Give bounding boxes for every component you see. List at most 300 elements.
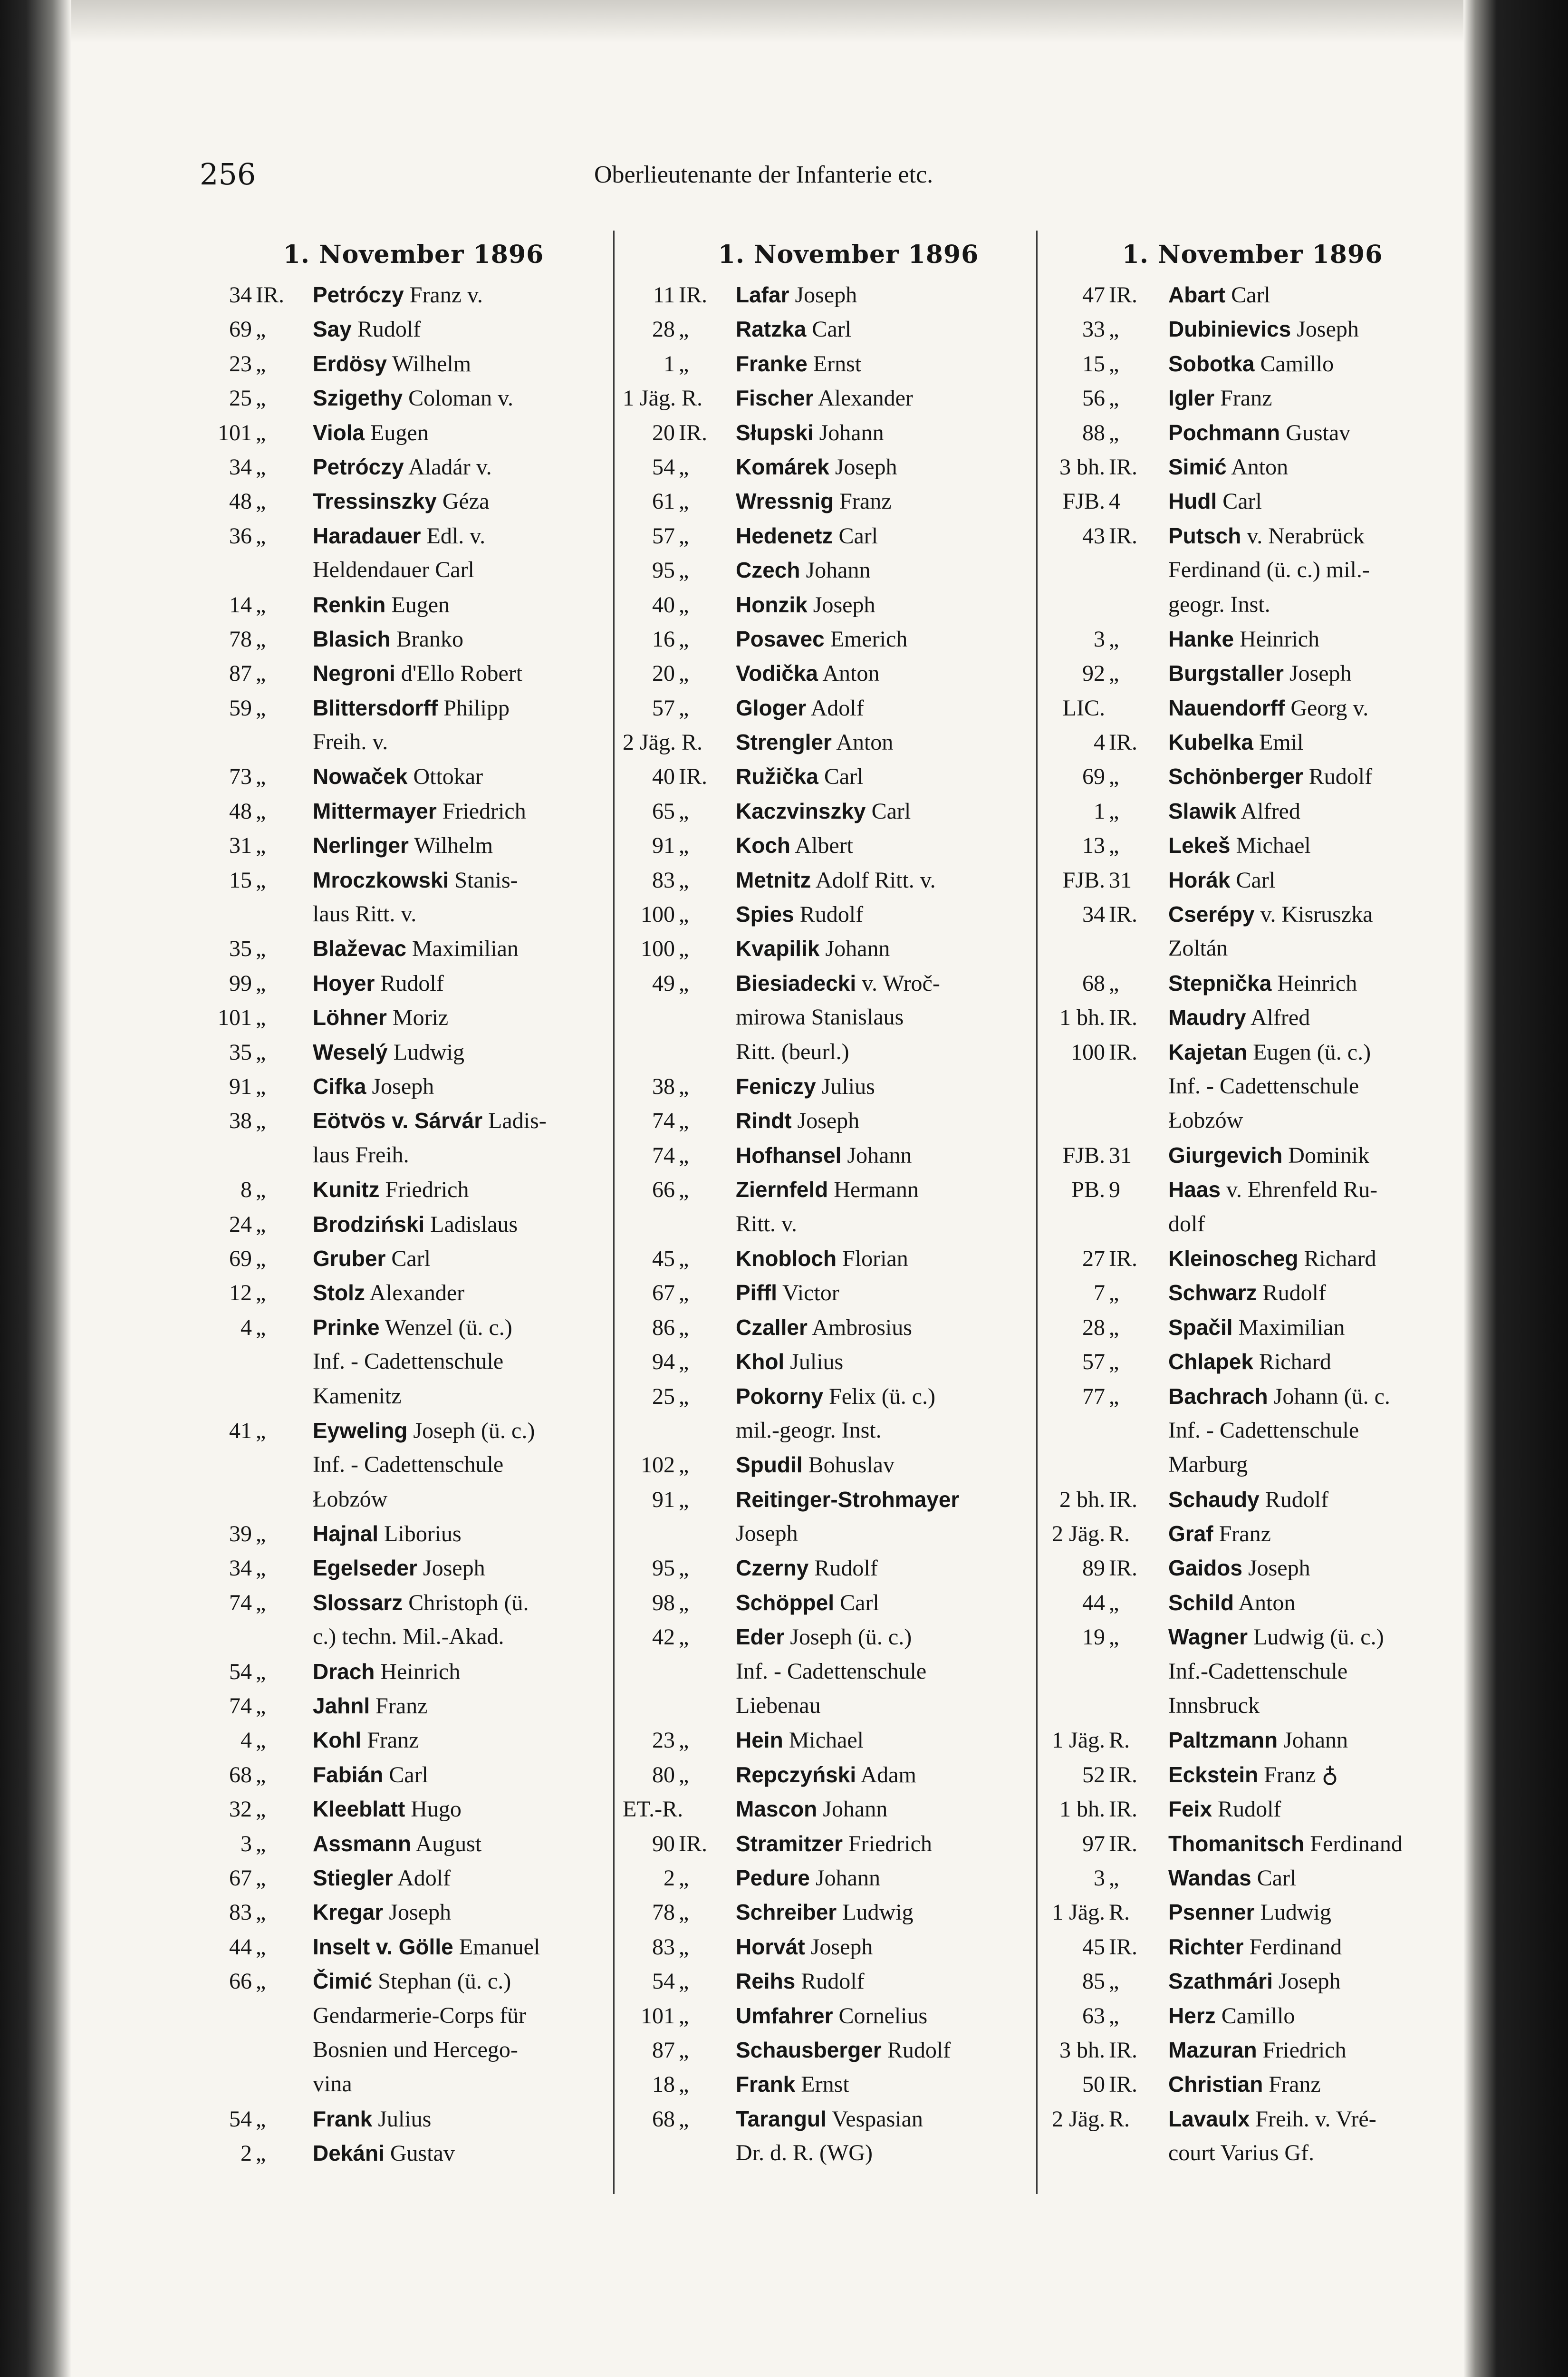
regiment-type: „ — [256, 317, 266, 342]
regiment-type: „ — [679, 317, 689, 342]
regiment-number: 73 — [229, 764, 252, 790]
officer-given-name: Aladár v. — [404, 454, 492, 480]
regiment-number: 3 — [1094, 626, 1105, 652]
officer-entry — [1046, 1172, 1431, 1207]
officer-name — [313, 381, 608, 415]
officer-surname: Reihs — [736, 1969, 796, 1994]
regiment-type: IR. — [1109, 730, 1137, 755]
officer-entry — [1046, 863, 1431, 897]
officer-name — [736, 1103, 1031, 1138]
officer-given-name: Rudolf — [795, 1969, 865, 1994]
officer-name — [1168, 1000, 1431, 1034]
officer-surname: Mittermayer — [313, 798, 437, 823]
officer-name — [736, 622, 1031, 656]
column-heading: 1. November 1896 — [283, 240, 544, 269]
officer-name — [313, 588, 608, 622]
entry-continuation: Kamenitz — [313, 1383, 402, 1409]
officer-given-name: Moriz — [386, 1005, 449, 1031]
regiment-number: 4 — [240, 1728, 252, 1753]
officer-given-name: Camillo — [1254, 351, 1334, 377]
officer-entry — [1046, 1035, 1431, 1069]
officer-entry — [200, 1826, 608, 1861]
officer-entry — [200, 1207, 608, 1241]
entry-continuation: Ritt. (beurl.) — [736, 1039, 849, 1064]
officer-surname: Schwarz — [1168, 1280, 1257, 1305]
regiment-type: „ — [1109, 833, 1119, 859]
regiment-number: 91 — [229, 1073, 252, 1099]
entry-continuation: mil.-geogr. Inst. — [736, 1417, 882, 1443]
officer-entry — [623, 278, 1031, 312]
officer-name — [736, 931, 1031, 966]
scan-top-shadow — [0, 0, 1568, 43]
officer-surname: Kvapilik — [736, 936, 820, 961]
officer-entry — [623, 897, 1031, 931]
officer-entry — [200, 759, 608, 793]
officer-surname: Richter — [1168, 1934, 1244, 1959]
regiment-type: IR. — [679, 1831, 707, 1856]
officer-name — [1168, 1241, 1431, 1275]
regiment-number: 85 — [1082, 1969, 1105, 1994]
regiment-number: 8 — [240, 1177, 252, 1203]
regiment-number: 38 — [229, 1108, 252, 1134]
officer-given-name: Carl — [1251, 1865, 1297, 1891]
officer-given-name: Johann — [841, 1142, 912, 1168]
column-3 — [1046, 238, 1431, 2170]
officer-name — [736, 1723, 1031, 1757]
officer-surname: Putsch — [1168, 523, 1241, 548]
officer-entry — [200, 347, 608, 381]
officer-name — [313, 1792, 608, 1826]
entry-continuation: c.) techn. Mil.-Akad. — [313, 1624, 504, 1650]
officer-given-name: Emerich — [824, 626, 908, 652]
officer-given-name: Franz — [834, 489, 892, 514]
regiment-type: „ — [679, 2003, 689, 2029]
officer-entry — [623, 415, 1031, 450]
regiment-type: IR. — [1109, 1831, 1137, 1856]
officer-name — [1168, 1999, 1431, 2033]
entry-continuation: Marburg — [1168, 1452, 1248, 1478]
regiment-number: 78 — [652, 1900, 675, 1925]
officer-entry — [623, 2033, 1031, 2067]
regiment-number: FJB. — [1062, 1142, 1105, 1168]
officer-surname: Rindt — [736, 1108, 792, 1133]
regiment-number: ET.-R. — [623, 1797, 683, 1822]
regiment-number: 40 — [652, 764, 675, 790]
officer-name — [313, 828, 608, 862]
officer-surname: Kaczvinszky — [736, 798, 866, 823]
officer-entry — [1046, 484, 1431, 518]
officer-name — [313, 1413, 608, 1448]
officer-entry — [200, 519, 608, 553]
regiment-type: „ — [256, 1762, 266, 1788]
column-1 — [200, 238, 608, 2170]
regiment-number: 102 — [641, 1452, 675, 1478]
regiment-number: PB. — [1071, 1177, 1105, 1203]
regiment-type: „ — [256, 661, 266, 686]
regiment-number: 35 — [229, 936, 252, 962]
entry-continuation: Innsbruck — [1168, 1693, 1260, 1719]
regiment-type: „ — [256, 1246, 266, 1271]
regiment-type: „ — [679, 936, 689, 962]
regiment-number: 13 — [1082, 833, 1105, 859]
officer-surname: Ziernfeld — [736, 1177, 828, 1202]
officer-surname: Khol — [736, 1349, 785, 1374]
regiment-number: 61 — [652, 489, 675, 514]
officer-entry — [623, 725, 1031, 759]
officer-given-name: Wenzel (ü. c.) — [379, 1314, 512, 1340]
regiment-number: 54 — [652, 1969, 675, 1994]
officer-given-name: Joseph — [417, 1556, 485, 1581]
officer-name — [313, 1585, 608, 1620]
regiment-number: 89 — [1082, 1556, 1105, 1581]
officer-name — [313, 1654, 608, 1689]
officer-given-name: Carl — [1230, 867, 1276, 893]
officer-given-name: Felix (ü. c.) — [823, 1383, 935, 1409]
officer-given-name: Liborius — [378, 1521, 462, 1547]
regiment-number: 101 — [641, 2003, 675, 2029]
regiment-number: 39 — [229, 1521, 252, 1547]
regiment-number: 36 — [229, 523, 252, 549]
officer-name — [313, 1551, 608, 1585]
officer-entry — [623, 347, 1031, 381]
officer-given-name: Joseph — [1291, 317, 1359, 342]
officer-given-name: Ladis- — [482, 1108, 547, 1134]
officer-name — [736, 1138, 1031, 1172]
officer-given-name: Branko — [390, 626, 463, 652]
officer-surname: Horák — [1168, 867, 1231, 892]
regiment-number: 45 — [652, 1246, 675, 1271]
page-header — [200, 157, 1340, 200]
officer-name — [1168, 828, 1431, 862]
officer-given-name: Richard — [1298, 1246, 1376, 1271]
officer-entry — [200, 622, 608, 656]
officer-name — [313, 1930, 608, 1964]
regiment-type: „ — [256, 1314, 266, 1340]
regiment-number: 27 — [1082, 1246, 1105, 1271]
regiment-number: 45 — [1082, 1934, 1105, 1960]
officer-surname: Piffl — [736, 1280, 777, 1305]
regiment-type: „ — [679, 1762, 689, 1788]
officer-entry — [1046, 1517, 1431, 1551]
officer-entry — [623, 2067, 1031, 2101]
officer-surname: Lavaulx — [1168, 2106, 1250, 2131]
officer-name — [313, 2136, 608, 2170]
officer-given-name: Franz ♁ — [1258, 1762, 1338, 1788]
officer-surname: Inselt v. Gölle — [313, 1934, 453, 1959]
officer-given-name: Anton — [1226, 454, 1289, 480]
officer-surname: Strengler — [736, 730, 832, 755]
regiment-type: IR. — [1109, 454, 1137, 480]
officer-entry — [623, 656, 1031, 690]
officer-name — [736, 484, 1031, 518]
officer-surname: Nerlinger — [313, 833, 409, 858]
officer-name — [313, 1895, 608, 1929]
regiment-number: 47 — [1082, 282, 1105, 308]
regiment-type: „ — [679, 833, 689, 859]
officer-name — [313, 484, 608, 518]
regiment-type: „ — [256, 1659, 266, 1684]
officer-name — [1168, 1172, 1431, 1207]
regiment-number: 97 — [1082, 1831, 1105, 1856]
officer-surname: Löhner — [313, 1005, 387, 1030]
officer-name — [736, 1551, 1031, 1585]
entry-continuation: Inf.-Cadettenschule — [1168, 1658, 1348, 1684]
officer-name — [736, 2033, 1031, 2067]
entry-continuation: vina — [313, 2071, 352, 2097]
officer-name — [736, 278, 1031, 312]
officer-name — [736, 1275, 1031, 1310]
regiment-type: „ — [679, 2072, 689, 2097]
regiment-number: 44 — [229, 1934, 252, 1960]
officer-entry — [200, 656, 608, 690]
officer-given-name: August — [411, 1831, 482, 1856]
regiment-number: 66 — [652, 1177, 675, 1203]
officer-surname: Kunitz — [313, 1177, 380, 1202]
regiment-type: IR. — [1109, 1762, 1137, 1788]
officer-given-name: Eugen — [385, 592, 450, 618]
officer-name — [736, 381, 1031, 415]
officer-surname: Brodziński — [313, 1211, 425, 1237]
officer-name — [1168, 1310, 1431, 1344]
officer-surname: Stepnička — [1168, 970, 1272, 995]
officer-given-name: Bohuslav — [802, 1452, 895, 1478]
regiment-number: 1 Jäg. — [1052, 1900, 1105, 1925]
regiment-number: 91 — [652, 833, 675, 859]
regiment-number: 48 — [229, 489, 252, 514]
officer-given-name: Johann — [1278, 1728, 1348, 1753]
officer-name — [313, 415, 608, 450]
officer-given-name: Coloman v. — [403, 386, 514, 411]
officer-name — [1168, 484, 1431, 518]
regiment-number: 2 Jäg. R. — [623, 730, 702, 755]
officer-name — [736, 1758, 1031, 1792]
regiment-type: „ — [679, 1934, 689, 1960]
officer-given-name: Joseph — [829, 454, 897, 480]
officer-entry — [623, 931, 1031, 966]
regiment-type: „ — [679, 1728, 689, 1753]
regiment-type: „ — [256, 936, 266, 962]
regiment-number: 34 — [229, 282, 252, 308]
officer-entry — [623, 484, 1031, 518]
regiment-number: 95 — [652, 1556, 675, 1581]
officer-given-name: Michael — [783, 1728, 864, 1753]
officer-given-name: Hugo — [405, 1797, 462, 1822]
regiment-type: „ — [1109, 1865, 1119, 1891]
officer-given-name: Rudolf — [794, 902, 864, 928]
officer-name — [313, 1689, 608, 1723]
regiment-type: „ — [679, 1246, 689, 1271]
regiment-number: 68 — [229, 1762, 252, 1788]
regiment-type: IR. — [1109, 282, 1137, 308]
regiment-type: „ — [1109, 386, 1119, 411]
regiment-type: „ — [256, 1418, 266, 1443]
officer-given-name: Christoph (ü. — [403, 1590, 529, 1615]
officer-entry — [623, 519, 1031, 553]
officer-given-name: v. Kisruszka — [1254, 902, 1373, 928]
regiment-type: IR. — [1109, 1005, 1137, 1031]
regiment-type: 9 — [1109, 1177, 1120, 1203]
regiment-type: „ — [256, 1280, 266, 1306]
officer-given-name: Anton — [1234, 1590, 1296, 1615]
officer-surname: Igler — [1168, 386, 1215, 411]
officer-name — [313, 312, 608, 346]
officer-given-name: Carl — [833, 523, 878, 549]
officer-name — [313, 1035, 608, 1069]
officer-name — [313, 1069, 608, 1103]
regiment-number: 34 — [229, 1556, 252, 1581]
officer-entry — [623, 1792, 1031, 1826]
officer-entry — [200, 1172, 608, 1207]
officer-given-name: Carl — [834, 1590, 879, 1615]
running-title: Oberlieutenante der Infanterie etc. — [594, 161, 933, 188]
officer-surname: Thomanitsch — [1168, 1831, 1305, 1856]
officer-entry — [623, 1172, 1031, 1207]
officer-given-name: Heinrich — [1234, 626, 1320, 652]
regiment-type: IR. — [679, 420, 707, 445]
officer-name — [313, 1275, 608, 1310]
officer-entry — [623, 1310, 1031, 1344]
regiment-number: 42 — [652, 1624, 675, 1650]
officer-surname: Frank — [313, 2106, 373, 2131]
officer-given-name: Carl — [818, 764, 864, 790]
officer-surname: Ružička — [736, 764, 818, 789]
regiment-number: 28 — [652, 317, 675, 342]
officer-surname: Renkin — [313, 592, 386, 617]
officer-entry — [200, 1275, 608, 1310]
regiment-type: „ — [679, 489, 689, 514]
officer-entry — [200, 312, 608, 346]
regiment-type: „ — [679, 1590, 689, 1615]
officer-given-name: Rudolf — [1257, 1280, 1326, 1306]
officer-given-name: Edl. v. — [421, 523, 486, 549]
officer-name — [1168, 1861, 1431, 1895]
officer-surname: Hofhansel — [736, 1142, 842, 1168]
officer-name — [736, 415, 1031, 450]
officer-name — [313, 863, 608, 897]
officer-entry — [623, 381, 1031, 415]
officer-given-name: Rudolf — [1259, 1487, 1329, 1512]
regiment-number: 67 — [229, 1865, 252, 1891]
regiment-number: 90 — [652, 1831, 675, 1856]
officer-given-name: Alexander — [365, 1280, 465, 1306]
officer-surname: Reitinger-Strohmayer — [736, 1487, 960, 1512]
officer-name — [1168, 1379, 1431, 1413]
officer-surname: Mascon — [736, 1797, 818, 1822]
officer-entry — [200, 1413, 608, 1448]
officer-name — [313, 656, 608, 690]
regiment-number: 68 — [1082, 970, 1105, 996]
regiment-number: 80 — [652, 1762, 675, 1788]
officer-name — [736, 347, 1031, 381]
officer-entry — [200, 1585, 608, 1620]
officer-surname: Abart — [1168, 282, 1226, 307]
regiment-type: „ — [1109, 1349, 1119, 1375]
officer-surname: Umfahrer — [736, 2003, 833, 2028]
officer-entry — [623, 450, 1031, 484]
officer-surname: Eötvös v. Sárvár — [313, 1108, 483, 1133]
officer-entry — [1046, 1792, 1431, 1826]
regiment-type: 31 — [1109, 867, 1132, 893]
officer-name — [313, 278, 608, 312]
officer-entry — [1046, 828, 1431, 862]
regiment-type: R. — [1109, 1521, 1130, 1547]
officer-name — [736, 1999, 1031, 2033]
regiment-type: „ — [256, 351, 266, 377]
officer-surname: Czerny — [736, 1556, 809, 1581]
regiment-number: 66 — [229, 1969, 252, 1994]
regiment-type: „ — [1109, 798, 1119, 824]
officer-entry — [1046, 312, 1431, 346]
officer-entry — [200, 1551, 608, 1585]
officer-entry — [1046, 1964, 1431, 1998]
regiment-type: „ — [679, 1452, 689, 1478]
officer-surname: Horvát — [736, 1934, 805, 1959]
regiment-number: 91 — [652, 1487, 675, 1512]
officer-surname: Chlapek — [1168, 1349, 1253, 1374]
officer-name — [1168, 794, 1431, 828]
entry-continuation: Bosnien und Hercego- — [313, 2037, 518, 2062]
officer-name — [313, 1723, 608, 1757]
officer-entry — [1046, 1310, 1431, 1344]
entry-continuation: Joseph — [736, 1521, 798, 1546]
officer-entry — [1046, 1379, 1431, 1413]
officer-entry — [623, 1551, 1031, 1585]
regiment-number: 2 — [240, 2141, 252, 2166]
column-rows — [1046, 278, 1431, 2170]
officer-surname: Dubinievics — [1168, 317, 1291, 342]
regiment-number: 69 — [229, 317, 252, 342]
officer-surname: Schöppel — [736, 1590, 835, 1615]
officer-surname: Eder — [736, 1624, 785, 1650]
officer-name — [736, 759, 1031, 793]
regiment-type: IR. — [1109, 2072, 1137, 2097]
regiment-number: 3 bh. — [1059, 454, 1105, 480]
officer-surname: Dekáni — [313, 2141, 385, 2166]
officer-surname: Nauendorff — [1168, 695, 1285, 720]
regiment-number: 54 — [229, 1659, 252, 1684]
officer-entry — [200, 1895, 608, 1929]
regiment-number: 54 — [229, 2106, 252, 2132]
regiment-type: R. — [1109, 1728, 1130, 1753]
regiment-type: „ — [256, 970, 266, 996]
officer-given-name: Carl — [866, 798, 911, 824]
officer-given-name: Maximilian — [1232, 1314, 1345, 1340]
officer-entry — [200, 863, 608, 897]
officer-entry — [200, 1689, 608, 1723]
regiment-number: 4 — [1094, 730, 1105, 755]
regiment-type: „ — [679, 1865, 689, 1891]
regiment-number: 87 — [229, 661, 252, 686]
officer-entry — [200, 1861, 608, 1895]
officer-name — [736, 1792, 1031, 1826]
officer-entry — [1046, 656, 1431, 690]
officer-surname: Tarangul — [736, 2106, 827, 2131]
officer-name — [1168, 1035, 1431, 1069]
regiment-number: 63 — [1082, 2003, 1105, 2029]
regiment-type: „ — [256, 1969, 266, 1994]
officer-surname: Viola — [313, 420, 365, 445]
officer-surname: Gaidos — [1168, 1556, 1242, 1581]
officer-name — [1168, 656, 1431, 690]
officer-surname: Mazuran — [1168, 2037, 1257, 2062]
regiment-number: 92 — [1082, 661, 1105, 686]
regiment-type: „ — [256, 1521, 266, 1547]
regiment-type: „ — [679, 1969, 689, 1994]
officer-name — [1168, 2102, 1431, 2136]
officer-name — [313, 1964, 608, 1998]
officer-given-name: Joseph — [805, 1934, 873, 1960]
regiment-type: „ — [679, 558, 689, 583]
